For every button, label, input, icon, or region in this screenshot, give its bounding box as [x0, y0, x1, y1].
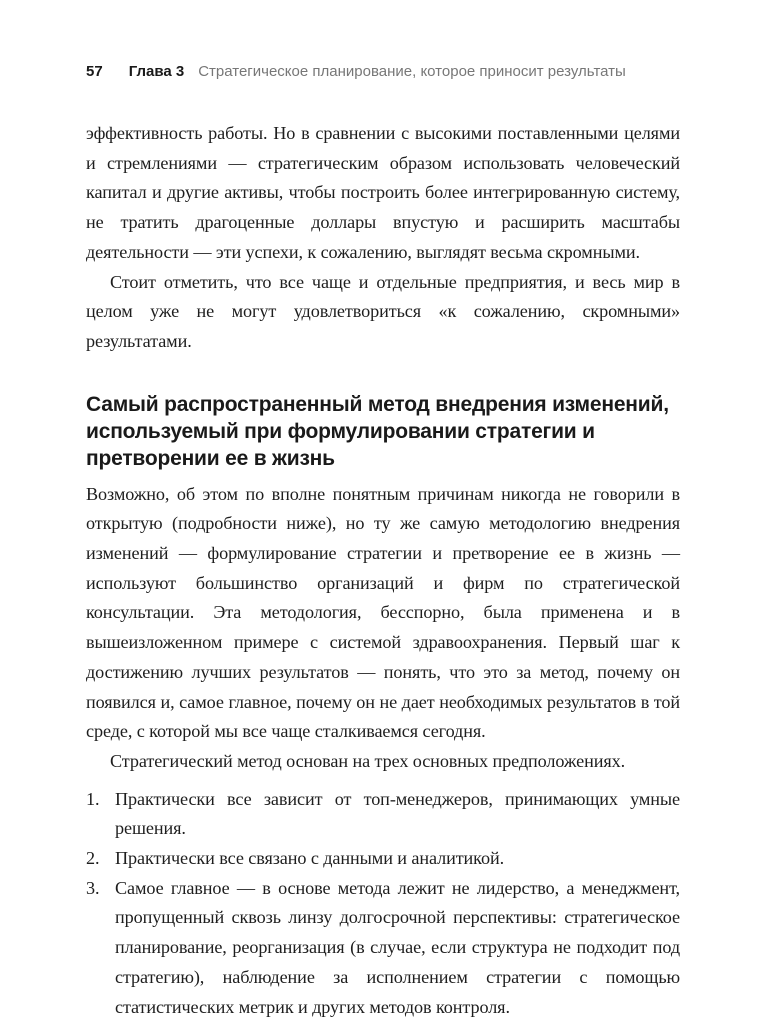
numbered-list: [86, 785, 680, 1022]
book-page: [86, 62, 680, 1022]
list-item-text: Практически все связано с данными и аналитикой.: [115, 848, 505, 869]
list-item-number: 3.: [86, 877, 100, 898]
paragraph: Возможно, об этом по вполне понятным причинам никогда не говорили в открытую (подробности ниже), но ту же самую методологию внедрения изменений — формулирование стратегии и претворение ее в жизнь — используют большинство организаций и фирм по стратегической консультации. Эта методология, бесспорно, была применена и в вышеизложенном примере с системой здравоохранения. Первый шаг к достижению лучших результатов — понять, что это за метод, почему он появился и, самое главное, почему он не дает необходимых результатов в той среде, с которой мы все чаще сталкиваемся сегодня.: [86, 483, 680, 742]
page-body: [86, 119, 680, 1022]
paragraph: Стоит отметить, что все чаще и отдельные предприятия, и весь мир в целом уже не могут удовлетвориться «к сожалению, скромными» результатами.: [86, 271, 680, 351]
list-item: [86, 844, 680, 874]
page-number: 57: [86, 63, 103, 80]
chapter-title: Стратегическое планирование, которое приносит результаты: [198, 63, 626, 80]
list-item: [86, 874, 680, 1022]
paragraph: Стратегический метод основан на трех основных предположениях.: [110, 750, 626, 771]
list-item-text: Самое главное — в основе метода лежит не лидерство, а менеджмент, пропущенный сквозь линзу долгосрочной перспективы: стратегическое планирование, реорганизация (в случае, если структура не подходит под стратегию), наблюдение за исполнением стратегии с помощью статистических метрик и других методов контроля.: [115, 877, 680, 1017]
list-item-number: 2.: [86, 848, 100, 869]
list-item-text: Практически все зависит от топ-менеджеров, принимающих умные решения.: [115, 788, 680, 839]
list-item: [86, 785, 680, 844]
list-item-number: 1.: [86, 788, 100, 809]
paragraph-continued: эффективность работы. Но в сравнении с высокими поставленными целями и стремлениями — стратегическим образом использовать человеческий капитал и другие активы, чтобы построить более интегрированную систему, не тратить драгоценные доллары впустую и расширить масштабы деятельности — эти успехи, к сожалению, выглядят весьма скромными.: [86, 123, 680, 262]
section-heading: Самый распространенный метод внедрения изменений, используемый при формулировании стратегии и претворении ее в жизнь: [86, 392, 669, 470]
running-header: [86, 62, 680, 82]
chapter-label: Глава 3: [128, 63, 185, 80]
